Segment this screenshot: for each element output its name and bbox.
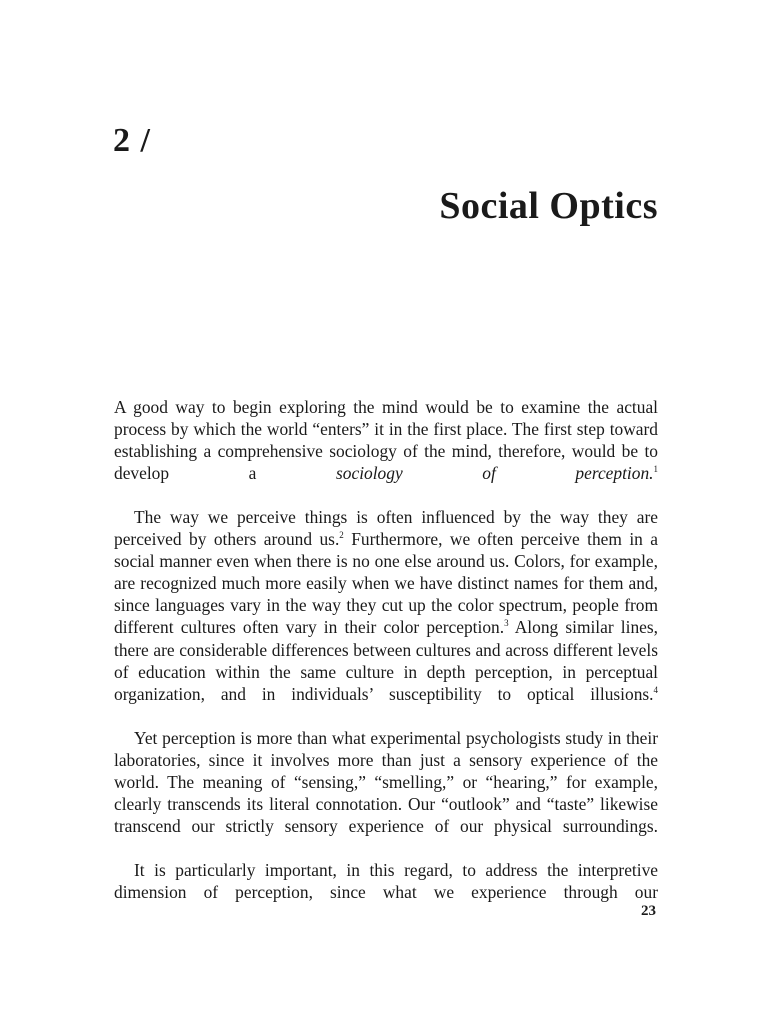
chapter-title: Social Optics — [439, 185, 658, 227]
paragraph — [114, 506, 658, 726]
paragraph — [114, 859, 658, 903]
body-text — [114, 396, 658, 903]
paragraph-text: It is particularly important, in this regard, to address the interpretive dimension of perception, since what we experience through our — [114, 859, 658, 903]
footnote-marker: 4 — [653, 684, 658, 695]
paragraph-text: The way we perceive things is often influenced by the way they are perceived by others around us. — [114, 507, 658, 550]
paragraph — [114, 727, 658, 859]
paragraph-text: Yet perception is more than what experimental psychologists study in their laboratories, since it involves more than just a sensory experience of the world. The meaning of “sensing,” “smelling,” or “hearing,” for example, clearly transcends its literal connotation. Our “outlook” and “taste” likewise transcend our strictly sensory experience of our physical surroundings. — [114, 727, 658, 836]
footnote-marker: 1 — [653, 464, 658, 475]
emphasized-term: sociology of perception. — [336, 463, 654, 484]
paragraph-text: Furthermore, we often perceive them in a social manner even when there is no one else around us. Colors, for example, are recognized much more easily when we have distinct names for them and, since languages vary in the way they cut up the color spectrum, people from different cultures often vary in their color perception. — [114, 529, 658, 638]
footnote-marker: 2 — [339, 530, 344, 541]
paragraph-text: A good way to begin exploring the mind would be to examine the actual process by which the world “enters” it in the first place. The first step toward establishing a comprehensive sociology of the mind, therefore, would be to develop a — [114, 397, 658, 484]
paragraph — [114, 396, 658, 506]
page-number: 23 — [641, 903, 656, 919]
paragraph-text: Along similar lines, there are considerable differences between cultures and across different levels of education within the same culture in depth perception, in perceptual organization, and in individuals’ susceptibility to optical illusions. — [114, 617, 658, 704]
chapter-number: 2 / — [113, 122, 151, 159]
footnote-marker: 3 — [504, 618, 509, 629]
